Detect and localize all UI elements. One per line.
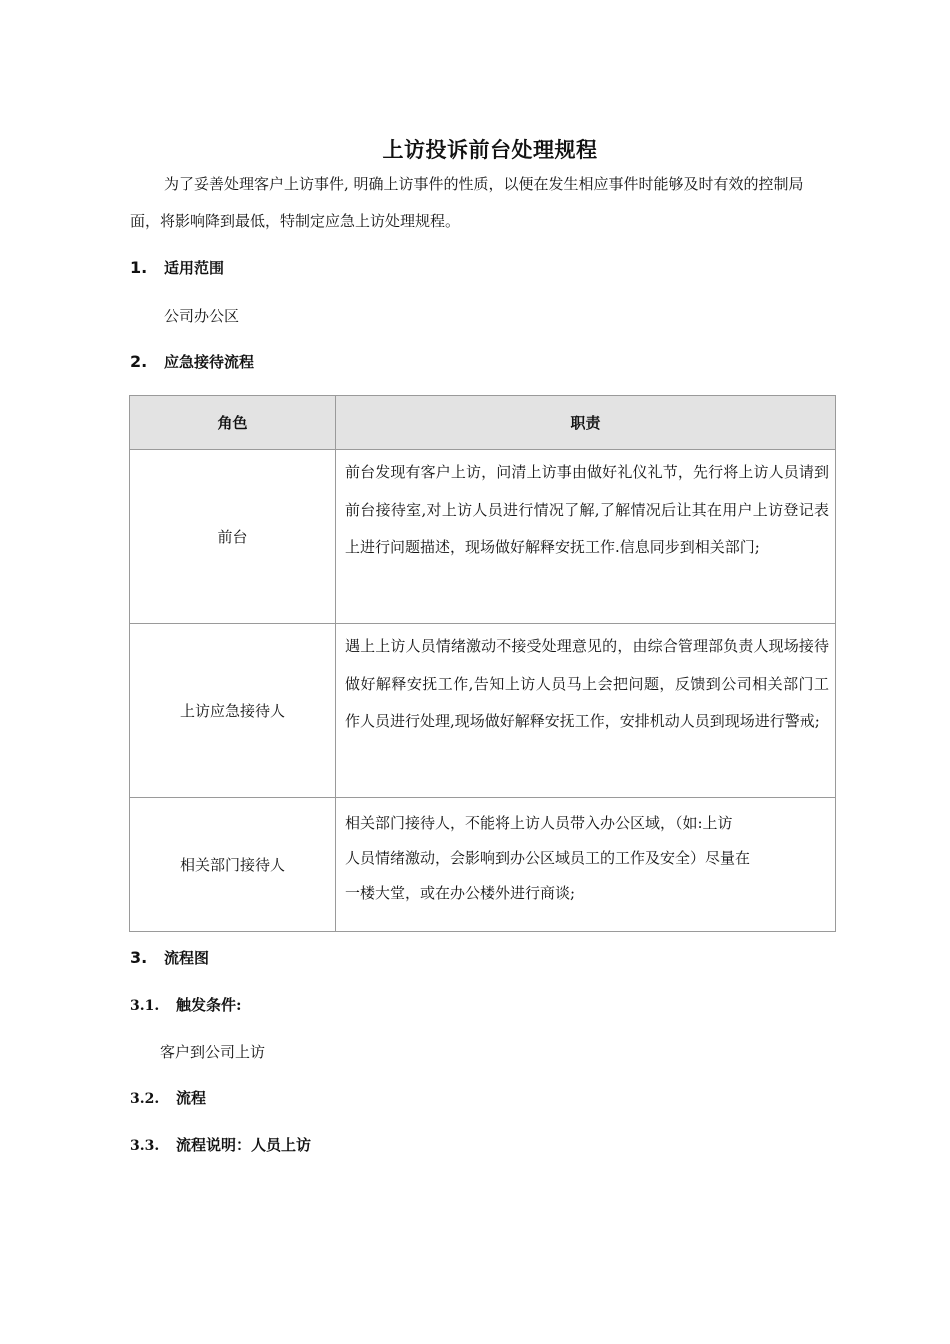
header-duty: 职责 xyxy=(336,396,836,450)
duty-line: 一楼大堂，或在办公楼外进行商谈; xyxy=(345,884,576,902)
section-1-title: 适用范围 xyxy=(164,259,225,277)
header-role: 角色 xyxy=(130,396,336,450)
duty-cell: 遇上上访人员情绪激动不接受处理意见的，由综合管理部负责人现场接待做好解释安抚工作,告知上访人员马上会把问题，反馈到公司相关部门工作人员进行处理,现场做好解释安抚工作，安排机动人员到现场进行警戒; xyxy=(336,624,836,798)
section-2-title: 应急接待流程 xyxy=(164,353,255,371)
intro-paragraph: 为了妥善处理客户上访事件, 明确上访事件的性质，以便在发生相应事件时能够及时有效的控制局面，将影响降到最低，特制定应急上访处理规程。 xyxy=(130,175,804,230)
table-row xyxy=(130,624,836,798)
section-2-heading xyxy=(130,351,254,372)
role-cell: 前台 xyxy=(130,450,336,624)
section-1-number: 1. xyxy=(130,258,148,277)
role-cell: 上访应急接待人 xyxy=(130,624,336,798)
subsection-3-2-title: 流程 xyxy=(176,1089,207,1107)
table-header-row xyxy=(130,396,836,450)
subsection-3-1-heading xyxy=(130,994,242,1015)
table-row xyxy=(130,450,836,624)
table-row xyxy=(130,798,836,932)
duty-cell xyxy=(336,798,836,932)
subsection-3-2-heading xyxy=(130,1087,206,1108)
subsection-3-1-body: 客户到公司上访 xyxy=(160,1043,266,1061)
section-1-heading xyxy=(130,257,224,278)
subsection-3-3-title: 流程说明：人员上访 xyxy=(176,1136,312,1154)
section-2-number: 2. xyxy=(130,352,148,371)
subsection-3-2-number: 3.2. xyxy=(130,1091,160,1107)
subsection-3-3-heading xyxy=(130,1134,311,1155)
duty-line: 相关部门接待人，不能将上访人员带入办公区域，（如:上访 xyxy=(345,814,733,832)
duty-table xyxy=(129,395,836,932)
subsection-3-1-title: 触发条件: xyxy=(176,996,242,1014)
role-cell: 相关部门接待人 xyxy=(130,798,336,932)
subsection-3-3-number: 3.3. xyxy=(130,1138,160,1154)
duty-cell: 前台发现有客户上访，问清上访事由做好礼仪礼节，先行将上访人员请到前台接待室,对上访人员进行情况了解,了解情况后让其在用户上访登记表上进行问题描述，现场做好解释安抚工作.信息同步到相关部门; xyxy=(336,450,836,624)
duty-line: 人员情绪激动，会影响到办公区域员工的工作及安全）尽量在 xyxy=(345,849,751,867)
section-3-number: 3. xyxy=(130,948,148,967)
section-3-heading xyxy=(130,947,209,968)
section-1-body: 公司办公区 xyxy=(164,307,240,325)
section-3-title: 流程图 xyxy=(164,949,210,967)
subsection-3-1-number: 3.1. xyxy=(130,998,160,1014)
document-title: 上访投诉前台处理规程 xyxy=(382,138,598,162)
